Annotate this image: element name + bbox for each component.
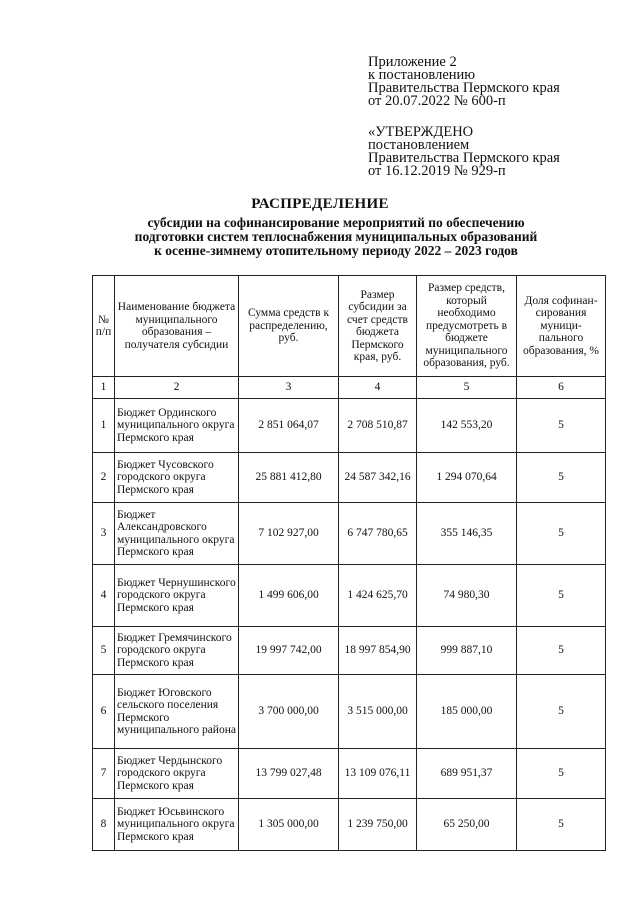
local-amount: 1 294 070,64: [417, 453, 517, 503]
local-amount: 355 146,35: [417, 503, 517, 565]
local-amount: 65 250,00: [417, 799, 517, 851]
subsidy-amount: 13 109 076,11: [339, 749, 417, 799]
column-number: 6: [517, 377, 606, 399]
approved-line: от 16.12.2019 № 929-п: [368, 163, 506, 179]
table-row: [93, 453, 606, 503]
table-row: [93, 675, 606, 749]
subsidy-amount: 2 708 510,87: [339, 399, 417, 453]
row-number: 6: [93, 675, 115, 749]
subsidy-amount: 6 747 780,65: [339, 503, 417, 565]
subsidy-amount: 3 515 000,00: [339, 675, 417, 749]
document-subtitle: [96, 216, 576, 258]
share-percent: 5: [517, 799, 606, 851]
share-percent: 5: [517, 399, 606, 453]
subtitle-line: к осенне-зимнему отопительному периоду 2022 – 2023 годов: [154, 243, 518, 258]
header-cell-number: № п/п: [93, 276, 115, 377]
share-percent: 5: [517, 503, 606, 565]
column-number-row: [93, 377, 606, 399]
approved-block: [368, 126, 560, 178]
approved-line: постановлением: [368, 137, 470, 153]
header-cell-total: Сумма средств к распределению, руб.: [239, 276, 339, 377]
local-amount: 142 553,20: [417, 399, 517, 453]
budget-name: Бюджет Гремячинского городского округа Пермского края: [115, 627, 239, 675]
row-number: 4: [93, 565, 115, 627]
table-row: [93, 503, 606, 565]
subsidy-amount: 24 587 342,16: [339, 453, 417, 503]
total-amount: 7 102 927,00: [239, 503, 339, 565]
row-number: 5: [93, 627, 115, 675]
approved-line: Правительства Пермского края: [368, 150, 560, 166]
header-cell-share: Доля софинан-сирования муници-пального образования, %: [517, 276, 606, 377]
document-title: РАСПРЕДЕЛЕНИЕ: [251, 196, 389, 212]
table-row: [93, 749, 606, 799]
column-number: 2: [115, 377, 239, 399]
subtitle-line: субсидии на софинансирование мероприятий по обеспечению: [147, 215, 525, 230]
row-number: 8: [93, 799, 115, 851]
share-percent: 5: [517, 749, 606, 799]
row-number: 3: [93, 503, 115, 565]
total-amount: 2 851 064,07: [239, 399, 339, 453]
column-number: 5: [417, 377, 517, 399]
table-row: [93, 627, 606, 675]
appendix-line: от 20.07.2022 № 600-п: [368, 93, 506, 109]
approved-line: «УТВЕРЖДЕНО: [368, 124, 474, 140]
subsidy-amount: 1 239 750,00: [339, 799, 417, 851]
budget-name: Бюджет Александровского муниципального округа Пермского края: [115, 503, 239, 565]
header-cell-local: Размер средств, который необходимо предусмотреть в бюджете муниципального образования, руб.: [417, 276, 517, 377]
appendix-line: Приложение 2: [368, 54, 457, 70]
budget-name: Бюджет Юсьвинского муниципального округа Пермского края: [115, 799, 239, 851]
budget-name: Бюджет Юговского сельского поселения Пермского муниципального района: [115, 675, 239, 749]
row-number: 2: [93, 453, 115, 503]
distribution-table: [92, 275, 606, 851]
local-amount: 185 000,00: [417, 675, 517, 749]
subsidy-amount: 18 997 854,90: [339, 627, 417, 675]
appendix-line: к постановлению: [368, 67, 476, 83]
share-percent: 5: [517, 627, 606, 675]
share-percent: 5: [517, 453, 606, 503]
appendix-line: Правительства Пермского края: [368, 80, 560, 96]
total-amount: 13 799 027,48: [239, 749, 339, 799]
table-row: [93, 799, 606, 851]
column-number: 4: [339, 377, 417, 399]
header-cell-name: Наименование бюджета муниципального образования – получателя субсидии: [115, 276, 239, 377]
appendix-block: [368, 56, 560, 108]
subsidy-amount: 1 424 625,70: [339, 565, 417, 627]
header-row: [93, 276, 606, 377]
local-amount: 74 980,30: [417, 565, 517, 627]
total-amount: 1 305 000,00: [239, 799, 339, 851]
header-cell-subsidy: Размер субсидии за счет средств бюджета Пермского края, руб.: [339, 276, 417, 377]
share-percent: 5: [517, 675, 606, 749]
column-number: 1: [93, 377, 115, 399]
local-amount: 689 951,37: [417, 749, 517, 799]
row-number: 7: [93, 749, 115, 799]
subtitle-line: подготовки систем теплоснабжения муниципальных образований: [134, 229, 538, 244]
total-amount: 25 881 412,80: [239, 453, 339, 503]
column-number: 3: [239, 377, 339, 399]
total-amount: 1 499 606,00: [239, 565, 339, 627]
total-amount: 19 997 742,00: [239, 627, 339, 675]
total-amount: 3 700 000,00: [239, 675, 339, 749]
budget-name: Бюджет Ординского муниципального округа Пермского края: [115, 399, 239, 453]
budget-name: Бюджет Чусовского городского округа Пермского края: [115, 453, 239, 503]
local-amount: 999 887,10: [417, 627, 517, 675]
share-percent: 5: [517, 565, 606, 627]
budget-name: Бюджет Чердынского городского округа Пермского края: [115, 749, 239, 799]
table-row: [93, 399, 606, 453]
table-row: [93, 565, 606, 627]
budget-name: Бюджет Чернушинского городского округа Пермского края: [115, 565, 239, 627]
row-number: 1: [93, 399, 115, 453]
